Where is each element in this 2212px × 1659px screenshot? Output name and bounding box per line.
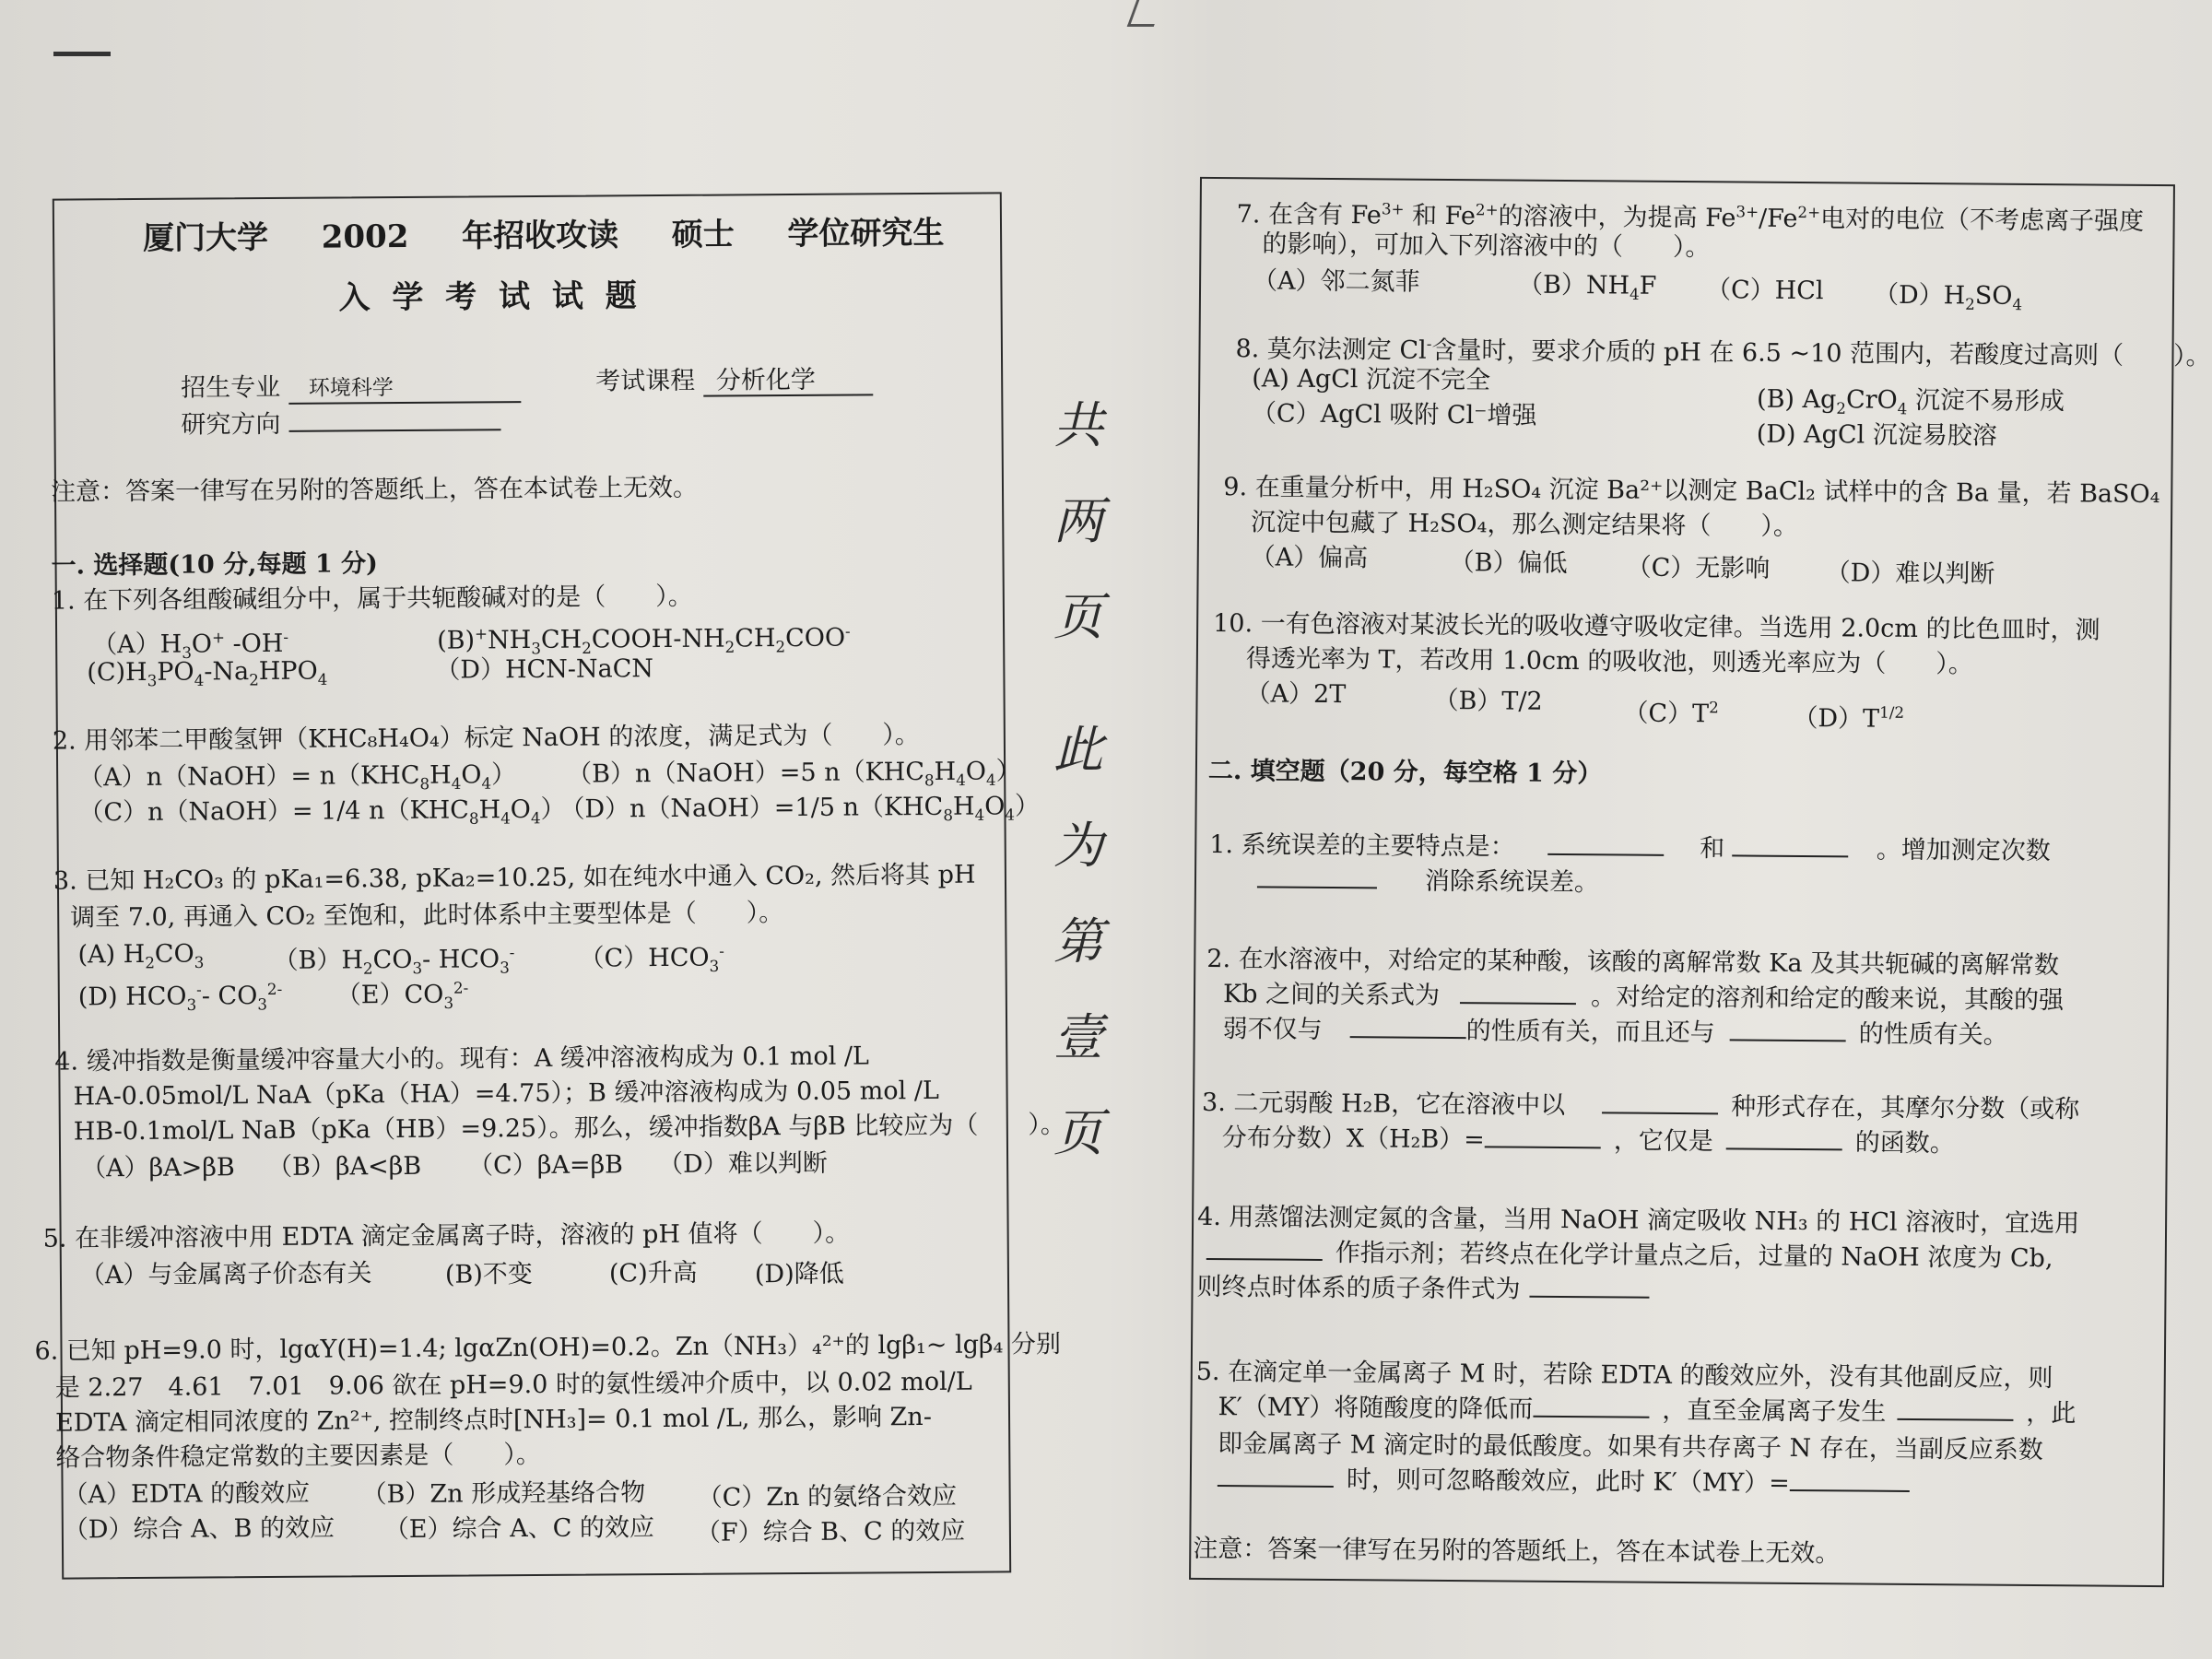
fill5-line2: [1218, 1392, 2076, 1430]
fill1-and: 和: [1700, 834, 1725, 864]
fill4-text-3: 则终点时体系的质子条件式为: [1196, 1272, 1521, 1304]
q1-option-b: $(B)^+NH_3CH_2COOH-NH_2CH_2COO^-$: [437, 621, 851, 658]
fill4-text-2: 作指示剂；若终点在化学计量点之后，过量的 NaOH 浓度为 Cb,: [1335, 1239, 2053, 1274]
q8-option-d: (D) AgCl 沉淀易胶溶: [1756, 419, 1997, 451]
q10-option-c: $(C)T^2$: [1623, 698, 1719, 729]
fill3-text-4: ，它仅是: [1613, 1126, 1713, 1157]
fill5-line4: [1218, 1464, 1910, 1500]
q6-line3: EDTA 滴定相同浓度的 Zn²⁺, 控制终点时[NH₃]= 0.1 mol /L, 那么，影响 Zn-: [54, 1402, 933, 1438]
major-label: 招生专业: [181, 372, 281, 403]
fill3-text-5: 的函数。: [1854, 1128, 1955, 1159]
q8-stem: 8. 莫尔法测定 Cl-含量时，要求介质的 pH 在 6.5 ~10 范围内，若酸度过高则（ ）。: [1235, 334, 2211, 371]
title-degree: 硕士: [671, 216, 735, 253]
note-char: 两: [1053, 492, 1103, 550]
course-value-text: 分析化学: [715, 365, 816, 395]
q4-option-c: （C）βA=βB: [468, 1150, 624, 1181]
fill5-line1: 5. 在滴定单一金属离子 M 时，若除 EDTA 的酸效应外，没有其他副反应，则: [1195, 1357, 2053, 1394]
q3-option-e: $(E)CO_3^{2-}$: [335, 978, 469, 1013]
fill4-blank1: [1206, 1238, 1323, 1261]
q6-line4: 络合物条件稳定常数的主要因素是（ ）。: [55, 1440, 541, 1473]
q2-stem: 2. 用邻苯二甲酸氢钾（KHC₈H₄O₄）标定 NaOH 的浓度，满足式为（ ）。: [52, 721, 920, 756]
q8-option-a: (A) AgCl 沉淀不完全: [1252, 364, 1491, 395]
fill5-blank1: [1533, 1395, 1649, 1418]
q9-option-d: （D）难以判断: [1825, 559, 1995, 589]
q2-option-c: （C）n（NaOH）= 1/4 $n(KHC_8H_4O_4)$: [78, 794, 566, 828]
fill1-text-2: 。增加测定次数: [1876, 835, 2051, 866]
q6-option-e: （E）综合 A、C 的效应: [383, 1513, 655, 1545]
fill5-blank2: [1897, 1398, 2013, 1421]
fill3-blank2: [1485, 1125, 1601, 1148]
q7-line1: 7. 在含有 $Fe^{3+}$ 和 $Fe^{2+}$的溶液中，为提高 $Fe^{3+}/Fe^{2+}$电对的电位（不考虑离子强度: [1236, 199, 2145, 236]
q2-option-b: （B）n（NaOH）=5 $n(KHC_8H_4O_4)$: [567, 757, 1021, 790]
binding-mark: [1127, 0, 1164, 27]
fill2-text-3: 。对给定的溶剂和给定的酸来说，其酸的强: [1590, 982, 2065, 1016]
page-corner-dash: [53, 52, 111, 56]
fill4-blank2: [1529, 1276, 1649, 1299]
q1-option-d: （D）HCN-NaCN: [435, 654, 654, 685]
title-year: 2002: [321, 218, 409, 256]
q8-option-c: （C）AgCl 吸附 Cl⁻增强: [1251, 399, 1537, 430]
q1-option-a: $(A)H_3O^+$ -OH-: [92, 627, 289, 663]
fill1-blank3: [1257, 865, 1377, 888]
note-char: 页: [1053, 588, 1103, 646]
q10-line2: 得透光率为 T，若改用 1.0cm 的吸收池，则透光率应为（ ）。: [1245, 644, 1973, 679]
direction-label: 研究方向: [181, 409, 281, 440]
fill1-text-3: 消除系统误差。: [1424, 866, 1600, 898]
fill3-blank1: [1602, 1091, 1718, 1114]
title-school: 厦门大学: [142, 218, 269, 257]
major-value: [288, 373, 521, 405]
q4-line2: HA-0.05mol/L NaA（pKa（HA）=4.75）；B 缓冲溶液构成为 0.05 mol /L: [73, 1076, 939, 1112]
course-value: [703, 366, 873, 396]
q9-line1: 9. 在重量分析中，用 H₂SO₄ 沉淀 Ba²⁺以测定 BaCl₂ 试样中的含 Ba 量，若 BaSO₄: [1223, 473, 2160, 510]
fill1-line2: [1257, 865, 1599, 899]
fill5-blank3: [1218, 1465, 1334, 1488]
fill2-line1: 2. 在水溶液中，对给定的某种酸，该酸的离解常数 Ka 及其共轭碱的离解常数: [1206, 944, 2060, 981]
q3-option-c: $(C)HCO_3^-$: [579, 941, 724, 976]
right-notice: 注意：答案一律写在另附的答题纸上，答在本试卷上无效。: [1193, 1534, 1841, 1569]
q2-option-a: （A）n（NaOH）= $n(KHC_8H_4O_4)$: [78, 760, 517, 794]
q10-line1: 10. 一有色溶液对某波长光的吸收遵守吸收定律。当选用 2.0cm 的比色皿时，测: [1213, 608, 2100, 645]
q5-option-d: (D)降低: [754, 1259, 844, 1289]
major-value-text: 环境科学: [308, 376, 394, 401]
fill2-text-5: 的性质有关，而且还与: [1465, 1017, 1715, 1048]
q6-option-a: （A）EDTA 的酸效应: [63, 1478, 311, 1510]
q4-option-d: （D）难以判断: [658, 1148, 828, 1180]
q4-option-a: （A）βA>βB: [81, 1153, 235, 1183]
q5-option-c: (C)升高: [608, 1258, 698, 1288]
q5-stem: 5. 在非缓冲溶液中用 EDTA 滴定金属离子時，溶液的 pH 值将（ ）。: [42, 1218, 851, 1253]
exam-title: [143, 213, 945, 259]
q6-option-d: （D）综合 A、B 的效应: [63, 1513, 335, 1545]
q3-option-d: (D) $HCO_3^--$ $CO_3^{2-}$: [77, 979, 283, 1015]
fill3-text-2: 种形式存在，其摩尔分数（或称: [1731, 1092, 2080, 1124]
fill2-blank3: [1730, 1018, 1846, 1041]
fill5-text-4: ，此: [2026, 1398, 2077, 1429]
note-char: 页: [1053, 1104, 1103, 1162]
q6-option-c: （C）Zn 的氨络合效应: [697, 1481, 958, 1512]
direction-blank: [288, 408, 500, 432]
fill3-line1: [1202, 1088, 2079, 1125]
q10-option-a: （A）2T: [1245, 679, 1347, 710]
q2-option-d: （D）n（NaOH）=1/5 $n(KHC_8H_4O_4)$: [559, 792, 1041, 825]
q3-option-a: (A) $H_2CO_3$: [77, 939, 205, 972]
fill5-line3: 即金属离子 M 滴定时的最低酸度。如果有共存离子 N 存在，当副反应系数: [1218, 1430, 2043, 1465]
left-notice: 注意：答案一律写在另附的答题纸上，答在本试卷上无效。: [50, 473, 699, 507]
exam-subtitle: 入 学 考 试 试 题: [338, 277, 642, 317]
fill2-line3: [1223, 1014, 2008, 1052]
direction-row: [181, 407, 500, 441]
q6-option-b: （B）Zn 形成羟基络合物: [361, 1478, 646, 1510]
q9-option-a: （A）偏高: [1250, 543, 1369, 573]
q4-line1: 4. 缓冲指数是衡量缓冲容量大小的。现有：A 缓冲溶液构成为 0.1 mol /L: [54, 1041, 870, 1077]
fill2-blank1: [1460, 982, 1576, 1005]
section1-title: 一. 选择题(10 分,每题 1 分): [51, 549, 378, 581]
q7-option-b: $(B)NH_4F$: [1517, 270, 1657, 304]
q5-option-b: (B)不变: [444, 1260, 533, 1289]
right-page: [1189, 177, 2211, 1587]
q6-line2: 是 2.27 4.61 7.01 9.06 欲在 pH=9.0 时的氨性缓冲介质中，以 0.02 mol/L: [54, 1367, 972, 1403]
q10-option-b: （B）T/2: [1433, 686, 1543, 716]
title-recruit: 年招收攻读: [461, 217, 619, 255]
q7-line2: 的影响），可加入下列溶液中的（ ）。: [1262, 229, 1711, 263]
q3-option-b: $(B)H_2CO_3-$ $HCO_3^-$: [273, 943, 515, 978]
q7-option-a: （A）邻二氮菲: [1252, 266, 1420, 297]
course-row: [595, 364, 873, 397]
fill5-text-3: ，直至金属离子发生: [1662, 1395, 1887, 1427]
q7-option-c: （C）HCl: [1705, 276, 1824, 306]
title-grad: 学位研究生: [787, 214, 945, 253]
fill4-line1: 4. 用蒸馏法测定氮的含量，当用 NaOH 滴定吸收 NH₃ 的 HCl 溶液时，宜选用: [1197, 1202, 2080, 1239]
q1-stem: 1. 在下列各组酸碱组分中，属于共轭酸碱对的是（ ）。: [51, 582, 693, 616]
q4-option-b: （B）βA<βB: [267, 1151, 422, 1182]
section2-title: 二. 填空题（20 分，每空格 1 分）: [1207, 756, 1603, 789]
q6-option-f: （F）综合 B、C 的效应: [695, 1516, 966, 1547]
note-char: 共: [1053, 396, 1103, 454]
major-row: [181, 371, 521, 406]
q6-line1: 6. 已知 pH=9.0 时，lgαY(H)=1.4; lgαZn(OH)=0.2。Zn（NH₃）₄²⁺的 lgβ₁~ lgβ₄ 分别: [34, 1330, 1062, 1366]
fill2-text-4: 弱不仅与: [1222, 1015, 1323, 1044]
fill4-line3: [1196, 1272, 1649, 1307]
fill2-text-6: 的性质有关。: [1858, 1019, 2008, 1050]
note-char: 此: [1053, 721, 1103, 779]
fill2-line2: [1223, 979, 2064, 1017]
fill1-blank2: [1732, 834, 1848, 857]
course-label: 考试课程: [595, 366, 696, 396]
fill5-text-6: 时，则可忽略酸效应，此时 K′（MY）=: [1346, 1465, 1790, 1498]
left-page: [34, 192, 1065, 1579]
note-char: 第: [1053, 912, 1103, 971]
fill3-line2: [1222, 1123, 1955, 1159]
q9-option-c: （C）无影响: [1626, 553, 1771, 583]
fill2-text-2: Kb 之间的关系式为: [1222, 980, 1441, 1010]
q4-line3: HB-0.1mol/L NaB（pKa（HB）=9.25）。那么，缓冲指数βA 与βB 比较应为（ ）。: [73, 1110, 1065, 1147]
fill4-line2: [1206, 1237, 2053, 1275]
fill5-text-2: K′（MY）将随酸度的降低而: [1218, 1393, 1534, 1424]
fill2-blank2: [1350, 1016, 1466, 1039]
q3-line1: 3. 已知 H₂CO₃ 的 pKa₁=6.38, pKa₂=10.25, 如在纯水中通入 CO₂, 然后将其 pH: [53, 860, 976, 896]
fill1-line1: [1209, 830, 2051, 867]
q9-option-b: （B）偏低: [1449, 548, 1568, 579]
q9-line2: 沉淀中包藏了 H₂SO₄，那么测定结果将（ ）。: [1250, 508, 1799, 541]
q1-option-c: $(C)H_3PO_4-Na_2HPO_4$: [87, 656, 328, 690]
fill5-blank4: [1790, 1469, 1910, 1492]
q10-option-d: $(D)T^{1/2}$: [1793, 702, 1905, 734]
fill3-text-1: 3. 二元弱酸 H₂B，它在溶液中以: [1201, 1088, 1566, 1121]
fill1-blank1: [1548, 833, 1665, 856]
q5-option-a: （A）与金属离子价态有关: [79, 1259, 372, 1290]
q7-option-d: $(D)H_2SO_4$: [1873, 280, 2023, 314]
fill3-text-3: 分布分数）X（H₂B）=: [1221, 1124, 1485, 1155]
fill1-text: 1. 系统误差的主要特点是：: [1209, 830, 1515, 862]
note-char: 为: [1053, 817, 1103, 875]
fill3-blank3: [1726, 1127, 1842, 1150]
page-count-note: [1034, 378, 1123, 1182]
note-char: 壹: [1053, 1008, 1103, 1066]
q3-line2: 调至 7.0, 再通入 CO₂ 至饱和，此时体系中主要型体是（ ）。: [70, 899, 784, 933]
q8-option-b: (B) $Ag_2CrO_4$ 沉淀不易形成: [1756, 384, 2065, 418]
